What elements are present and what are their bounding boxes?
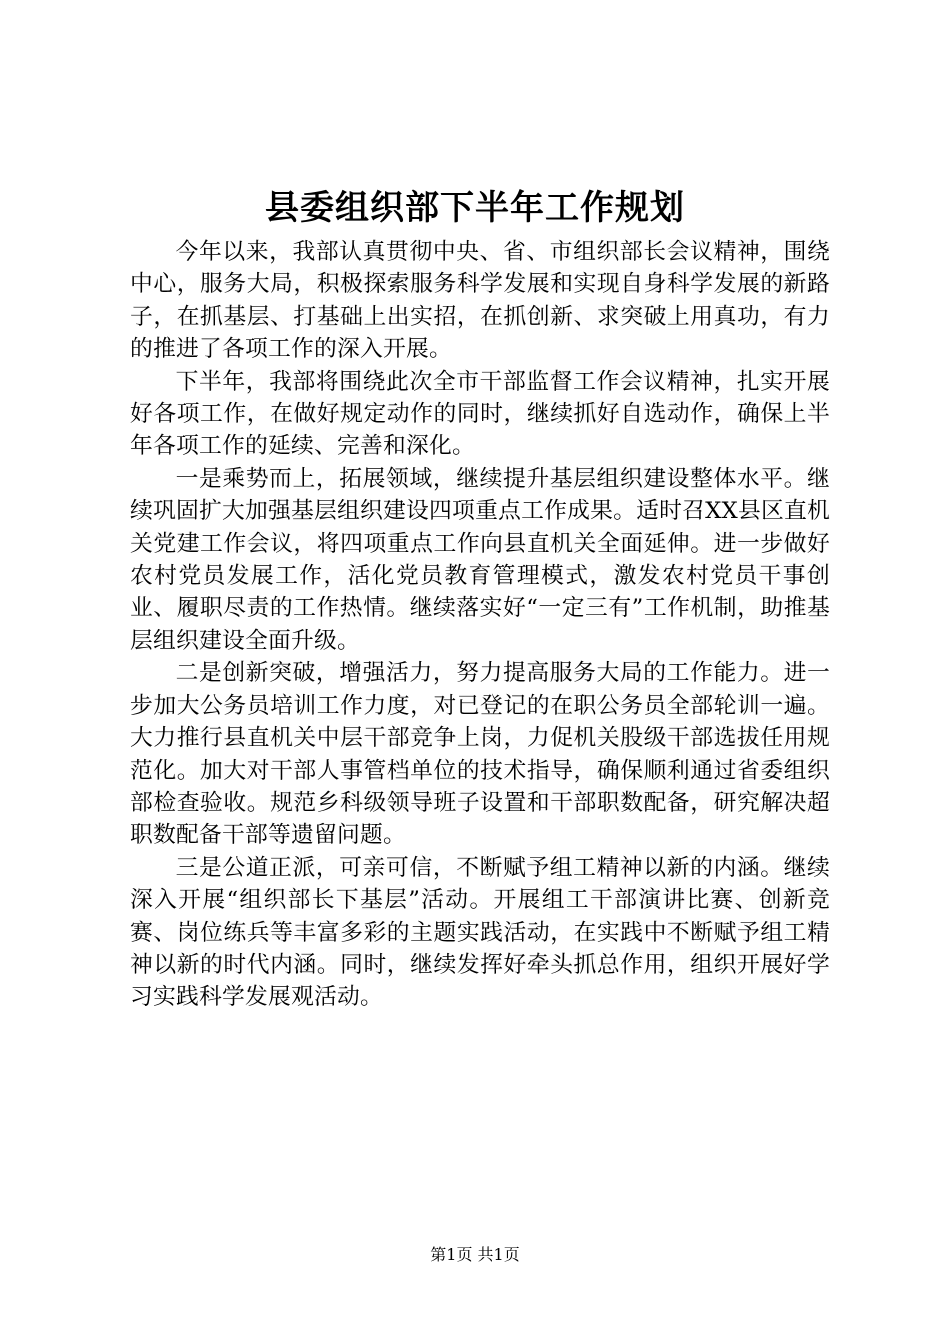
- paragraph-point-three: 三是公道正派，可亲可信，不断赋予组工精神以新的内涵。继续深入开展“组织部长下基层”活动。开展组工干部演讲比赛、创新竞赛、岗位练兵等丰富多彩的主题实践活动，在实践中不断赋予组工精神以新的时代内涵。同时，继续发挥好牵头抓总作用，组织开展好学习实践科学发展观活动。: [130, 854, 830, 1011]
- document-title: 县委组织部下半年工作规划: [265, 188, 685, 228]
- paragraph-second-half-plan: 下半年，我部将围绕此次全市干部监督工作会议精神，扎实开展好各项工作，在做好规定动作的同时，继续抓好自选动作，确保上半年各项工作的延续、完善和深化。: [130, 368, 830, 460]
- page-number-footer: 第1页 共1页: [430, 1245, 520, 1264]
- paragraph-point-one: 一是乘势而上，拓展领域，继续提升基层组织建设整体水平。继续巩固扩大加强基层组织建设四项重点工作成果。适时召XX县区直机关党建工作会议，将四项重点工作向县直机关全面延伸。进一步做好农村党员发展工作，活化党员教育管理模式，激发农村党员干事创业、履职尽责的工作热情。继续落实好“一定三有”工作机制，助推基层组织建设全面升级。: [130, 465, 830, 654]
- paragraph-intro: 今年以来，我部认真贯彻中央、省、市组织部长会议精神，围绕中心，服务大局，积极探索服务科学发展和实现自身科学发展的新路子，在抓基层、打基础上出实招，在抓创新、求突破上用真功，有力的推进了各项工作的深入开展。: [130, 239, 830, 363]
- paragraph-point-two: 二是创新突破，增强活力，努力提高服务大局的工作能力。进一步加大公务员培训工作力度，对已登记的在职公务员全部轮训一遍。大力推行县直机关中层干部竞争上岗，力促机关股级干部选拔任用规范化。加大对干部人事管档单位的技术指导，确保顺利通过省委组织部检查验收。规范乡科级领导班子设置和干部职数配备，研究解决超职数配备干部等遗留问题。: [130, 660, 830, 849]
- document-body: [130, 236, 830, 1014]
